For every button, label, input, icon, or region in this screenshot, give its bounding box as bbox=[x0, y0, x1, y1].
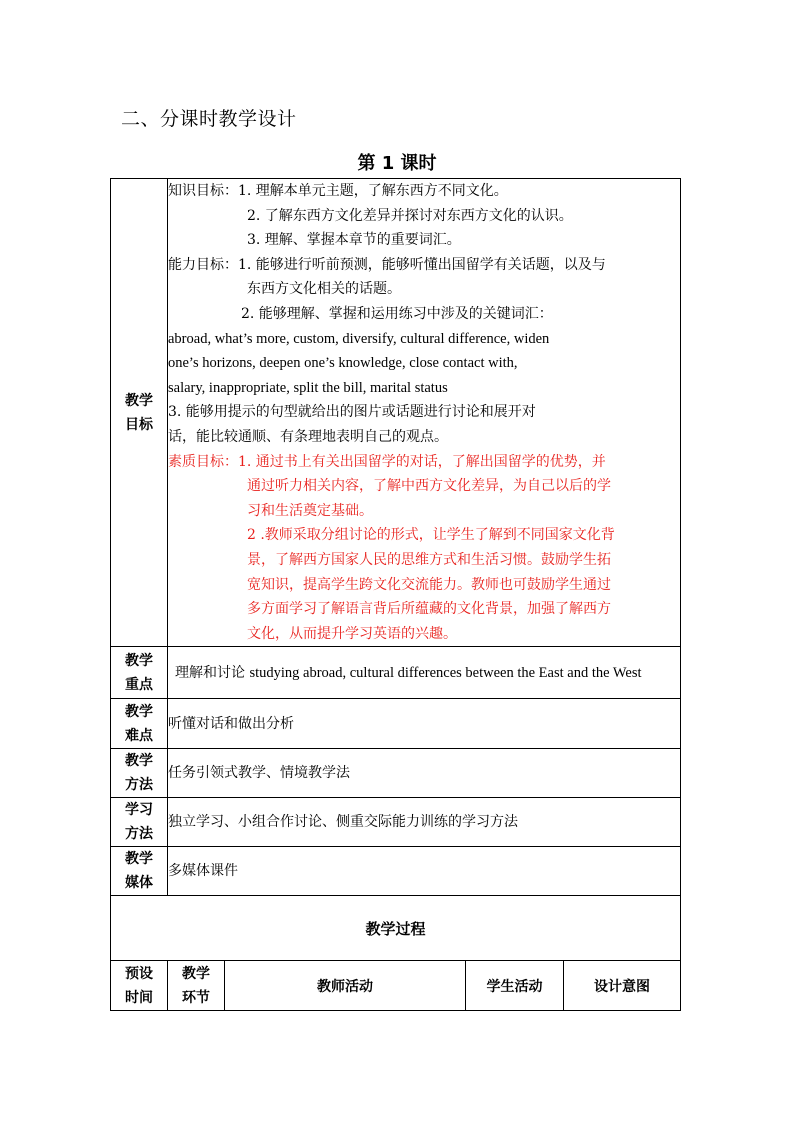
objective-line: 知识目标：1. 理解本单元主题，了解东西方不同文化。 bbox=[168, 183, 508, 199]
objective-line: 通过听力相关内容，了解中西方文化差异，为自己以后的学 bbox=[247, 478, 611, 495]
objective-line: 多方面学习了解语言背后所蕴藏的文化背景，加强了解西方 bbox=[247, 601, 611, 618]
objective-line: 2. 了解东西方文化差异并探讨对东西方文化的认识。 bbox=[247, 207, 573, 224]
objectives-content bbox=[168, 179, 681, 647]
objective-line: 能力目标：1. 能够进行听前预测，能够听懂出国留学有关话题，以及与 bbox=[168, 256, 606, 273]
key-points-content bbox=[168, 647, 681, 699]
learning-methods-label: 学习 方法 bbox=[111, 798, 168, 847]
header-preset-time: 预设 时间 bbox=[111, 961, 168, 1011]
header-design-intent: 设计意图 bbox=[564, 961, 681, 1011]
difficulties-row bbox=[111, 699, 681, 749]
media-content: 多媒体课件 bbox=[168, 847, 681, 896]
header-student-activity: 学生活动 bbox=[466, 961, 564, 1011]
objective-line: 3. 能够用提示的句型就给出的图片或话题进行讨论和展开对 bbox=[168, 404, 536, 421]
objective-line: 3. 理解、掌握本章节的重要词汇。 bbox=[247, 232, 461, 249]
objectives-label: 教学 目标 bbox=[111, 179, 168, 647]
key-points-english: studying abroad, cultural differences between the East and the West bbox=[249, 664, 642, 681]
header-teaching-stage: 教学 环节 bbox=[168, 961, 225, 1011]
objective-line: one’s horizons, deepen one’s knowledge, close contact with, bbox=[168, 355, 518, 372]
process-title-row bbox=[111, 896, 681, 961]
objective-line: 素质目标：1. 通过书上有关出国留学的对话，了解出国留学的优势，并 bbox=[168, 453, 606, 470]
header-teacher-activity: 教师活动 bbox=[225, 961, 466, 1011]
objective-line: salary, inappropriate, split the bill, marital status bbox=[168, 379, 448, 396]
difficulties-content: 听懂对话和做出分析 bbox=[168, 699, 681, 749]
objective-line: 2. 能够理解、掌握和运用练习中涉及的关键词汇： bbox=[241, 305, 553, 322]
section-heading: 二、分课时教学设计 bbox=[121, 108, 297, 130]
objective-line: 东西方文化相关的话题。 bbox=[247, 281, 401, 298]
difficulties-label: 教学 难点 bbox=[111, 699, 168, 749]
key-points-prefix: 理解和讨论 bbox=[175, 664, 250, 681]
objective-line: 文化，从而提升学习英语的兴趣。 bbox=[247, 625, 457, 642]
lesson-title: 第 1 课时 bbox=[357, 153, 437, 174]
media-label: 教学 媒体 bbox=[111, 847, 168, 896]
teaching-methods-content: 任务引领式教学、情境教学法 bbox=[168, 749, 681, 798]
objective-line: 宽知识，提高学生跨文化交流能力。教师也可鼓励学生通过 bbox=[247, 576, 611, 593]
objective-line: 2 .教师采取分组讨论的形式，让学生了解到不同国家文化背 bbox=[247, 527, 615, 544]
lesson-plan-table bbox=[110, 178, 681, 1011]
teaching-methods-label: 教学 方法 bbox=[111, 749, 168, 798]
learning-methods-row bbox=[111, 798, 681, 847]
process-title: 教学过程 bbox=[111, 896, 681, 961]
process-header-row bbox=[111, 961, 681, 1011]
teaching-methods-row bbox=[111, 749, 681, 798]
objective-line: 习和生活奠定基础。 bbox=[247, 502, 373, 519]
objective-line: 话，能比较通顺、有条理地表明自己的观点。 bbox=[168, 428, 448, 445]
objective-line: abroad, what’s more, custom, diversify, cultural difference, widen bbox=[168, 330, 550, 347]
objectives-row bbox=[111, 179, 681, 647]
objective-line: 景，了解西方国家人民的思维方式和生活习惯。鼓励学生拓 bbox=[247, 551, 611, 568]
key-points-row bbox=[111, 647, 681, 699]
media-row bbox=[111, 847, 681, 896]
learning-methods-content: 独立学习、小组合作讨论、侧重交际能力训练的学习方法 bbox=[168, 798, 681, 847]
key-points-label: 教学 重点 bbox=[111, 647, 168, 699]
